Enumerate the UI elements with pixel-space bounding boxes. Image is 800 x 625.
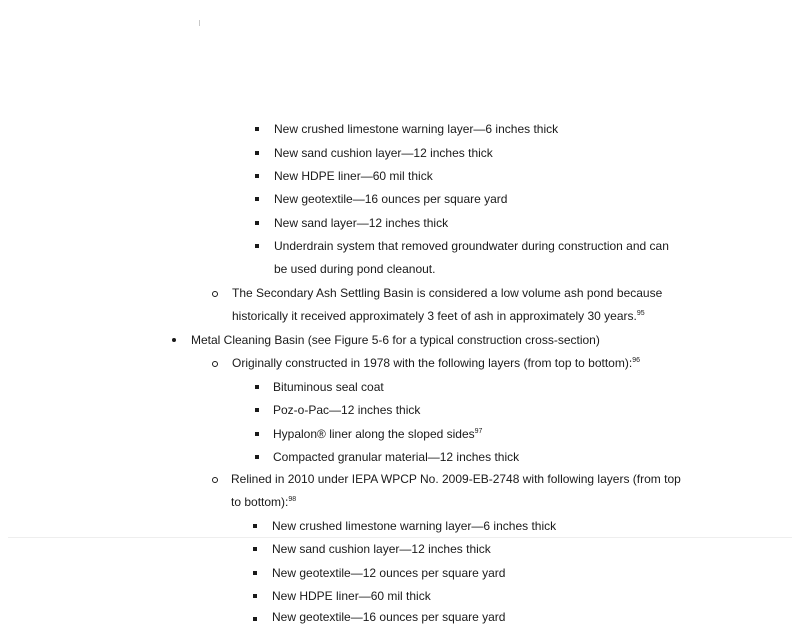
square-bullet-icon (255, 127, 259, 131)
page-speck (199, 20, 200, 26)
secondary-basin-line2 (232, 308, 645, 324)
footnote-ref: 96 (632, 357, 640, 364)
list-item (273, 426, 482, 442)
list-item: Bituminous seal coat (273, 380, 384, 394)
metal-basin-heading: Metal Cleaning Basin (see Figure 5-6 for a typical construction cross-section) (191, 333, 600, 347)
list-item: New HDPE liner—60 mil thick (274, 169, 433, 183)
list-item: New crushed limestone warning layer—6 inches thick (272, 519, 557, 533)
square-bullet-icon (255, 408, 259, 412)
list-item-continuation: be used during pond cleanout. (274, 262, 436, 276)
footnote-ref: 98 (288, 496, 297, 503)
list-item: New sand layer—12 inches thick (274, 216, 449, 230)
square-bullet-icon (255, 197, 259, 201)
list-item: New geotextile—12 ounces per square yard (272, 566, 506, 580)
page-fold-line (8, 537, 792, 538)
circle-bullet-icon (212, 477, 218, 483)
list-item: Compacted granular material—12 inches thick (273, 450, 520, 464)
footnote-ref: 97 (474, 428, 483, 435)
list-item: New HDPE liner—60 mil thick (272, 589, 431, 603)
square-bullet-icon (255, 455, 259, 459)
metal-basin-relined-line2 (231, 494, 296, 510)
hypalon-text: Hypalon® liner along the sloped sides (273, 427, 475, 441)
footnote-ref: 95 (636, 310, 645, 317)
secondary-basin-line1: The Secondary Ash Settling Basin is considered a low volume ash pond because (232, 286, 663, 300)
original-text: Originally constructed in 1978 with the following layers (from top to bottom): (232, 356, 633, 370)
square-bullet-icon (253, 571, 257, 575)
metal-basin-relined-line1: Relined in 2010 under IEPA WPCP No. 2009-EB-2748 with following layers (from top (231, 472, 681, 486)
secondary-basin-text: historically it received approximately 3 feet of ash in approximately 30 years. (232, 309, 637, 323)
square-bullet-icon (255, 151, 259, 155)
square-bullet-icon (253, 594, 257, 598)
list-item: Underdrain system that removed groundwater during construction and can (274, 239, 669, 253)
list-item: New crushed limestone warning layer—6 inches thick (274, 122, 559, 136)
metal-basin-original (232, 355, 640, 371)
square-bullet-icon (253, 547, 257, 551)
square-bullet-icon (255, 244, 259, 248)
list-item: Poz-o-Pac—12 inches thick (273, 403, 421, 417)
relined-text: to bottom): (231, 495, 289, 509)
list-item: New sand cushion layer—12 inches thick (272, 542, 491, 556)
square-bullet-icon (253, 524, 257, 528)
square-bullet-icon (255, 221, 259, 225)
disc-bullet-icon (172, 338, 176, 342)
square-bullet-icon (255, 385, 259, 389)
list-item: New geotextile—16 ounces per square yard (274, 192, 508, 206)
square-bullet-icon (255, 432, 259, 436)
circle-bullet-icon (212, 361, 218, 367)
list-item-cut-off: New geotextile—16 ounces per square yard (272, 610, 506, 624)
circle-bullet-icon (212, 291, 218, 297)
list-item: New sand cushion layer—12 inches thick (274, 146, 493, 160)
square-bullet-icon (255, 174, 259, 178)
